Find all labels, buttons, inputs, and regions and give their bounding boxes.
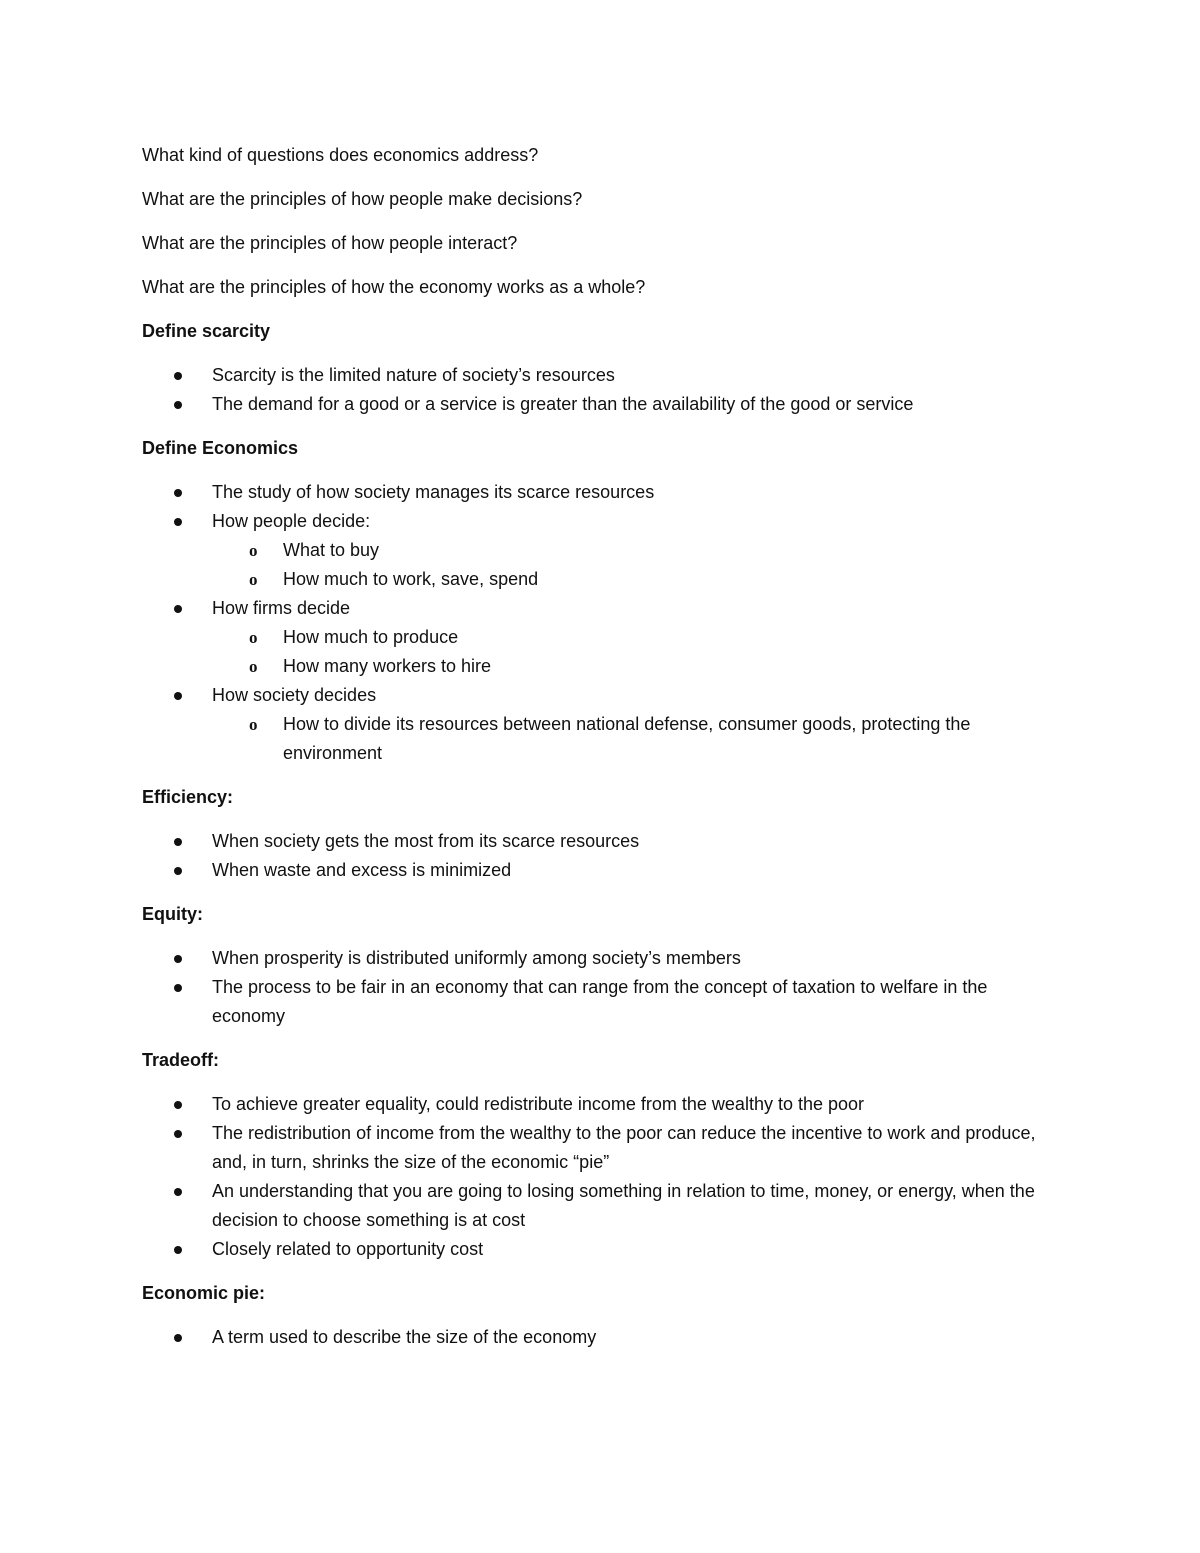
sub-list-item-text: How much to work, save, spend [283,569,539,589]
bullet-icon [174,1246,182,1254]
list-item-text: When society gets the most from its scarce resources [212,831,640,851]
list-item-text: The redistribution of income from the wealthy to the poor can reduce the incentive to work and produce, and, in turn, shrinks the size of the economic “pie” [212,1123,1036,1172]
bullet-icon [174,955,182,963]
heading-equity: Equity: [142,904,203,924]
bullet-icon [174,401,182,409]
list-item [142,973,1062,1031]
bullet-icon [174,489,182,497]
list-item [142,1090,1062,1119]
list-item [142,478,1062,507]
bullet-icon [174,1130,182,1138]
sub-bullet-icon: o [249,570,258,589]
bullet-icon [174,984,182,992]
people-decide-sublist [212,536,1062,594]
economics-list [142,478,1062,768]
sub-bullet-icon: o [249,657,258,676]
list-item [142,944,1062,973]
list-item [142,1177,1062,1235]
bullet-icon [174,1188,182,1196]
sub-list-item [212,623,1062,652]
list-item-text: The demand for a good or a service is greater than the availability of the good or service [212,394,914,414]
list-item [142,681,1062,768]
bullet-icon [174,372,182,380]
list-item [142,361,1062,390]
list-item-text: When prosperity is distributed uniformly among society’s members [212,948,741,968]
bullet-icon [174,1101,182,1109]
question-4: What are the principles of how the economy works as a whole? [142,277,646,297]
list-item-text: The process to be fair in an economy that can range from the concept of taxation to welfare in the economy [212,977,988,1026]
sub-bullet-icon: o [249,541,258,560]
bullet-icon [174,518,182,526]
list-item-text: How people decide: [212,511,371,531]
bullet-icon [174,867,182,875]
bullet-icon [174,605,182,613]
list-item-text: An understanding that you are going to losing something in relation to time, money, or energy, when the decision to choose something is at cost [212,1181,1035,1230]
society-decides-sublist [212,710,1062,768]
list-item-text: Closely related to opportunity cost [212,1239,484,1259]
question-1: What kind of questions does economics address? [142,145,539,165]
sub-bullet-icon: o [249,715,258,734]
question-3: What are the principles of how people interact? [142,233,518,253]
sub-list-item [212,652,1062,681]
list-item-text: A term used to describe the size of the economy [212,1327,597,1347]
heading-define-economics: Define Economics [142,438,299,458]
list-item [142,1119,1062,1177]
sub-list-item [212,710,1062,768]
list-item-text: When waste and excess is minimized [212,860,512,880]
document-content [142,141,1062,1367]
sub-list-item [212,565,1062,594]
bullet-icon [174,838,182,846]
heading-efficiency: Efficiency: [142,787,234,807]
sub-list-item-text: How many workers to hire [283,656,492,676]
list-item [142,390,1062,419]
list-item-text: The study of how society manages its scarce resources [212,482,655,502]
firms-decide-sublist [212,623,1062,681]
heading-tradeoff: Tradeoff: [142,1050,220,1070]
scarcity-list [142,361,1062,419]
list-item [142,594,1062,681]
heading-economic-pie: Economic pie: [142,1283,266,1303]
list-item-text: How firms decide [212,598,351,618]
list-item [142,856,1062,885]
list-item [142,1235,1062,1264]
efficiency-list [142,827,1062,885]
sub-bullet-icon: o [249,628,258,647]
equity-list [142,944,1062,1031]
sub-list-item-text: How to divide its resources between national defense, consumer goods, protecting the environment [283,714,971,763]
list-item [142,1323,1062,1352]
sub-list-item [212,536,1062,565]
economic-pie-list [142,1323,1062,1352]
list-item-text: To achieve greater equality, could redistribute income from the wealthy to the poor [212,1094,865,1114]
question-2: What are the principles of how people make decisions? [142,189,583,209]
bullet-icon [174,692,182,700]
sub-list-item-text: How much to produce [283,627,459,647]
sub-list-item-text: What to buy [283,540,380,560]
list-item-text: Scarcity is the limited nature of society’s resources [212,365,615,385]
heading-define-scarcity: Define scarcity [142,321,271,341]
list-item [142,827,1062,856]
tradeoff-list [142,1090,1062,1264]
bullet-icon [174,1334,182,1342]
list-item [142,507,1062,594]
list-item-text: How society decides [212,685,377,705]
